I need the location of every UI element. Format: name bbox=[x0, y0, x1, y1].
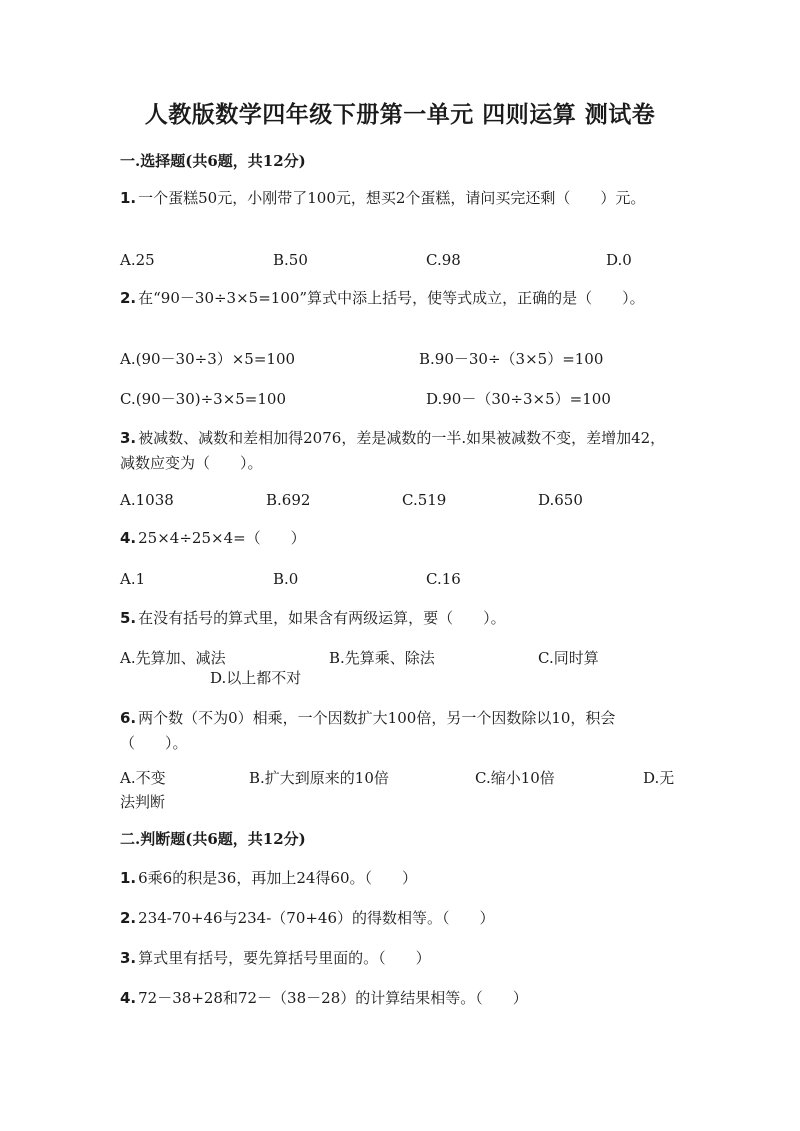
question-number: 1. bbox=[120, 869, 137, 887]
option-b[interactable]: B.90－30÷（3×5）=100 bbox=[419, 350, 604, 368]
choice-question-6 bbox=[120, 706, 680, 756]
question-number: 4. bbox=[120, 989, 137, 1007]
option-b[interactable]: B.先算乘、除法 bbox=[329, 649, 435, 667]
option-a[interactable]: A.1 bbox=[120, 570, 146, 588]
option-b[interactable]: B.0 bbox=[273, 570, 299, 588]
question-text: 234-70+46与234-（70+46）的得数相等。（ ） bbox=[138, 909, 495, 927]
question-number: 6. bbox=[120, 709, 137, 727]
section-heading-judgement: 二.判断题(共6题，共12分) bbox=[120, 830, 306, 848]
option-a[interactable]: A.25 bbox=[120, 251, 155, 269]
judgement-question-2 bbox=[120, 906, 680, 931]
option-b[interactable]: B.50 bbox=[273, 251, 308, 269]
choice-question-1 bbox=[120, 186, 680, 211]
option-b[interactable]: B.扩大到原来的10倍 bbox=[249, 769, 389, 787]
choice-question-5 bbox=[120, 606, 680, 631]
option-d[interactable]: D.以上都不对 bbox=[210, 669, 302, 687]
option-c[interactable]: C.(90－30)÷3×5=100 bbox=[120, 390, 287, 408]
option-a[interactable]: A.(90－30÷3）×5=100 bbox=[120, 350, 296, 368]
option-b[interactable]: B.692 bbox=[266, 491, 311, 509]
option-a[interactable]: A.1038 bbox=[120, 491, 174, 509]
question-number: 2. bbox=[120, 909, 137, 927]
option-c[interactable]: C.缩小10倍 bbox=[475, 769, 555, 787]
section-heading-choice: 一.选择题(共6题，共12分) bbox=[120, 152, 306, 170]
choice-question-2 bbox=[120, 286, 680, 311]
question-text: 72－38+28和72－（38－28）的计算结果相等。（ ） bbox=[138, 989, 528, 1007]
question-number: 5. bbox=[120, 609, 137, 627]
judgement-question-3 bbox=[120, 946, 680, 971]
question-text: 算式里有括号，要先算括号里面的。（ ） bbox=[138, 949, 431, 967]
question-number: 3. bbox=[120, 429, 137, 447]
option-c[interactable]: C.同时算 bbox=[538, 649, 599, 667]
option-d[interactable]: D.90－（30÷3×5）=100 bbox=[426, 390, 611, 408]
option-a[interactable]: A.不变 bbox=[120, 769, 166, 787]
question-number: 1. bbox=[120, 189, 137, 207]
question-text: 在没有括号的算式里，如果含有两级运算，要（ ）。 bbox=[138, 609, 506, 627]
page-title: 人教版数学四年级下册第一单元 四则运算 测试卷 bbox=[144, 101, 656, 128]
question-number: 3. bbox=[120, 949, 137, 967]
question-text: 25×4÷25×4=（ ） bbox=[138, 529, 306, 547]
option-c[interactable]: C.98 bbox=[426, 251, 461, 269]
option-d[interactable]: D.0 bbox=[606, 251, 632, 269]
option-d[interactable]: D.无法判断 bbox=[120, 769, 675, 811]
choice-question-4 bbox=[120, 526, 680, 551]
judgement-question-4 bbox=[120, 986, 680, 1011]
option-c[interactable]: C.519 bbox=[402, 491, 447, 509]
question-text: 两个数（不为0）相乘，一个因数扩大100倍，另一个因数除以10，积会（ ）。 bbox=[120, 709, 616, 752]
question-text: 被减数、减数和差相加得2076，差是减数的一半.如果被减数不变，差增加42，减数应变为（ ）。 bbox=[120, 429, 666, 472]
option-d[interactable]: D.650 bbox=[538, 491, 583, 509]
choice-question-3 bbox=[120, 426, 680, 476]
question-text: 在“90－30÷3×5=100”算式中添上括号，使等式成立，正确的是（ ）。 bbox=[138, 289, 645, 307]
question-text: 6乘6的积是36，再加上24得60。（ ） bbox=[138, 869, 417, 887]
question-number: 2. bbox=[120, 289, 137, 307]
question-text: 一个蛋糕50元，小刚带了100元，想买2个蛋糕，请问买完还剩（ ）元。 bbox=[138, 189, 646, 207]
question-number: 4. bbox=[120, 529, 137, 547]
option-a[interactable]: A.先算加、减法 bbox=[120, 649, 226, 667]
judgement-question-1 bbox=[120, 866, 680, 891]
option-c[interactable]: C.16 bbox=[426, 570, 461, 588]
